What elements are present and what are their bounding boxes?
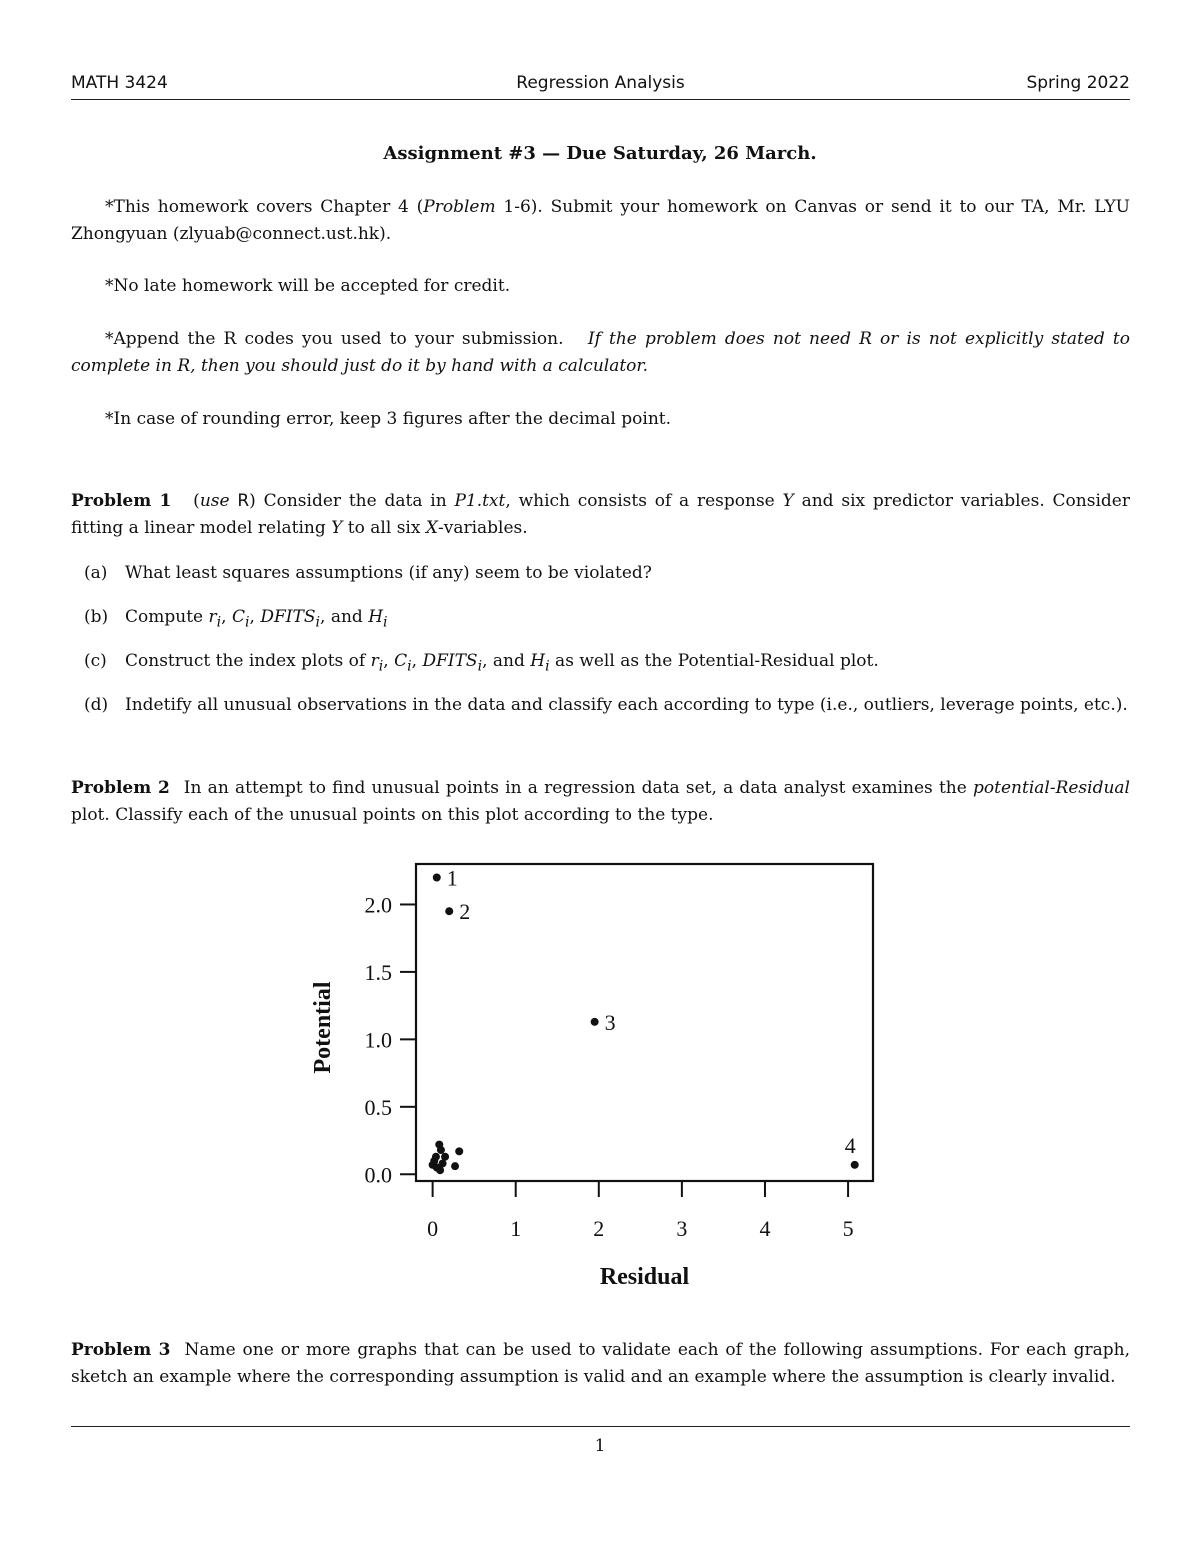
point-label: 1 — [446, 865, 458, 891]
sub-i: i — [407, 658, 412, 675]
item-b-text — [125, 604, 1130, 636]
item-a-text: What least squares assumptions (if any) seem to be violated? — [125, 563, 652, 583]
sym-h: H — [368, 607, 384, 627]
data-point — [591, 1018, 599, 1026]
page-number: 1 — [594, 1436, 606, 1456]
sub-i: i — [477, 658, 483, 675]
problem-2-term: potential-Residual — [973, 778, 1130, 798]
assignment-title: Assignment #3 — Due Saturday, 26 March. — [383, 143, 817, 164]
note-rounding: *In case of rounding error, keep 3 figures after the decimal point. — [105, 409, 672, 429]
item-d-text: Indetify all unusual observations in the data and classify each according to type (i.e., outliers, leverage points, etc.). — [125, 695, 1128, 715]
problem-3-statement — [71, 1337, 1130, 1391]
item-b-pre: Compute — [125, 607, 209, 627]
problem-2-text-a: In an attempt to find unusual points in a regression data set, a data analyst examines the — [183, 778, 974, 798]
data-point — [445, 907, 453, 915]
problem-1-label: Problem 1 — [71, 491, 172, 511]
problem-1-text-a: ) Consider the data in — [249, 491, 455, 511]
problem-1-x: X — [425, 518, 438, 538]
note-coverage-text-b: 1-6). Submit your homework on Canvas or send it to our TA, Mr. LYU Zhongyuan (zlyuab@connect.ust.hk). — [71, 197, 1130, 244]
x-tick-label: 5 — [842, 1216, 854, 1241]
point-label: 2 — [459, 899, 471, 925]
item-b-label: (b) — [84, 607, 109, 627]
sub-i: i — [315, 614, 321, 631]
and-word: , and — [482, 651, 531, 671]
problem-1-y-2: Y — [331, 518, 343, 538]
problem-3-text: Name one or more graphs that can be used to validate each of the following assumptions. For each graph, sketch an example where the corresponding assumption is valid and an example where the assumption is clearly invalid. — [71, 1340, 1130, 1387]
sym-c: C — [394, 651, 408, 671]
y-axis-label: Potential — [310, 981, 336, 1074]
item-c-label: (c) — [84, 651, 107, 671]
and-word: , and — [320, 607, 369, 627]
data-point — [851, 1161, 859, 1169]
item-a-label: (a) — [84, 563, 108, 583]
note-coverage — [71, 194, 1130, 248]
comma: , — [249, 607, 261, 627]
data-point — [436, 1166, 444, 1174]
data-point — [437, 1146, 445, 1154]
item-c-post: as well as the Potential-Residual plot. — [549, 651, 879, 671]
problem-1-y: Y — [782, 491, 794, 511]
plot-points — [429, 865, 859, 1174]
x-tick-label: 4 — [759, 1216, 771, 1241]
point-label: 3 — [604, 1009, 616, 1035]
sub-i: i — [545, 658, 550, 675]
problem-1-statement: Problem 1 (use R) Consider the data in P1.txt, which consists of a response Y and six predictor variables. Consider fitting a linear model relating Y to all six X-variables. — [71, 491, 1130, 538]
data-point — [455, 1147, 463, 1155]
sym-r: r — [208, 607, 217, 627]
problem-2-label: Problem 2 — [71, 778, 170, 798]
item-d-label: (d) — [84, 695, 109, 715]
sub-i: i — [378, 658, 384, 675]
course-code: MATH 3424 — [71, 73, 168, 93]
point-label: 4 — [844, 1132, 856, 1158]
y-tick-label: 1.0 — [364, 1027, 392, 1053]
problem-1-r: R — [237, 491, 250, 511]
note-r-codes-text: *Append the R codes you used to your submission. — [105, 329, 564, 349]
problem-1-use: use — [199, 491, 230, 511]
y-tick-label: 1.5 — [364, 959, 392, 985]
problem-1-text-b: , which consists of a response — [505, 491, 783, 511]
x-tick-label: 0 — [427, 1216, 439, 1241]
note-r-codes-italic: If the problem does not need R or is not explicitly stated to complete in R, then you should just do it by hand with a calculator. — [71, 329, 1130, 376]
sub-i: i — [216, 614, 222, 631]
y-tick-label: 2.0 — [364, 892, 392, 918]
sym-c: C — [231, 607, 245, 627]
y-tick-label: 0.0 — [364, 1162, 392, 1188]
problem-1-text-e: -variables. — [437, 518, 528, 538]
item-c-pre: Construct the index plots of — [125, 651, 371, 671]
note-coverage-text-a: *This homework covers Chapter 4 ( — [105, 197, 424, 217]
sub-i: i — [383, 614, 388, 631]
potential-residual-plot — [290, 850, 910, 1300]
note-late: *No late homework will be accepted for credit. — [105, 276, 511, 296]
problem-1-text-d: to all six — [342, 518, 426, 538]
data-point — [432, 1153, 440, 1161]
note-r-codes — [71, 326, 1130, 380]
sym-dfits: DFITS — [422, 651, 478, 671]
comma: , — [383, 651, 395, 671]
data-point — [451, 1162, 459, 1170]
problem-3-label: Problem 3 — [71, 1340, 171, 1360]
x-tick-label: 1 — [510, 1216, 522, 1241]
x-axis-label: Residual — [599, 1264, 690, 1290]
problem-1-file: P1.txt — [454, 491, 506, 511]
x-tick-label: 3 — [676, 1216, 688, 1241]
comma: , — [221, 607, 232, 627]
sym-dfits: DFITS — [260, 607, 316, 627]
y-tick-label: 0.5 — [364, 1094, 392, 1120]
note-coverage-problem-word: Problem — [423, 197, 496, 217]
problem-2-text-b: plot. Classify each of the unusual points on this plot according to the type. — [71, 805, 714, 825]
item-c-text — [125, 648, 1130, 680]
course-term: Spring 2022 — [1026, 73, 1130, 93]
page-header — [71, 71, 1130, 100]
x-tick-label: 2 — [593, 1216, 605, 1241]
plot-axes — [310, 864, 873, 1290]
sub-i: i — [245, 614, 250, 631]
problem-1-text-c: and six predictor variables. Consider fitting a linear model relating — [71, 491, 1130, 538]
comma: , — [411, 651, 423, 671]
problem-2-statement — [71, 775, 1130, 829]
data-point — [441, 1153, 449, 1161]
sym-h: H — [530, 651, 546, 671]
course-subject: Regression Analysis — [516, 73, 685, 93]
sym-r: r — [370, 651, 379, 671]
data-point — [433, 873, 441, 881]
problem-1-item-d — [84, 692, 1130, 748]
footer-rule — [71, 1426, 1130, 1427]
plot-frame — [416, 864, 873, 1181]
